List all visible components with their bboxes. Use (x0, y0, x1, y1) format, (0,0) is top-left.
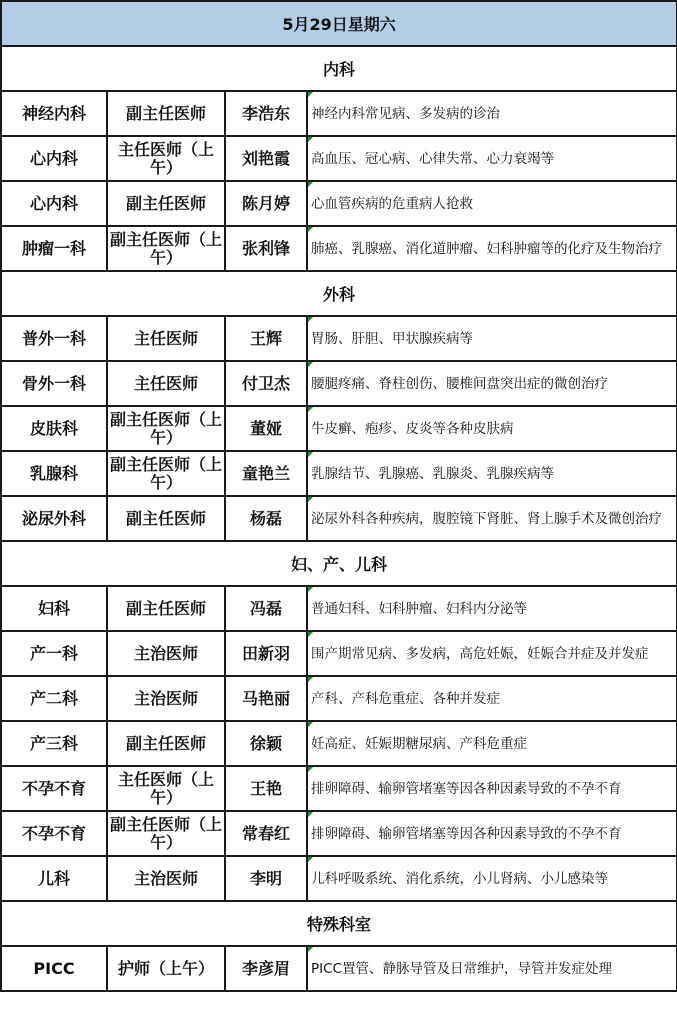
specialty-cell (307, 721, 677, 766)
specialty-cell (307, 226, 677, 271)
specialty-cell (307, 406, 677, 451)
specialty-text: 普通妇科、妇科肿瘤、妇科内分泌等 (311, 600, 527, 617)
table-row (1, 676, 677, 721)
specialty-text: 围产期常见病、多发病，高危妊娠，妊娠合并症及并发症 (311, 645, 649, 662)
cell-comment-marker-icon (308, 182, 313, 187)
doctor-title-cell: 副主任医师 (107, 721, 225, 766)
table-row (1, 226, 677, 271)
doctor-title-cell: 主任医师 (107, 361, 225, 406)
doctor-name-cell: 童艳兰 (225, 451, 307, 496)
table-row (1, 946, 677, 991)
department-cell: PICC (1, 946, 107, 991)
department-cell: 产二科 (1, 676, 107, 721)
department-cell: 肿瘤一科 (1, 226, 107, 271)
doctor-title-cell: 护师（上午） (107, 946, 225, 991)
section-title: 外科 (1, 271, 677, 316)
doctor-title-cell: 副主任医师 (107, 91, 225, 136)
cell-comment-marker-icon (308, 407, 313, 412)
section-title: 特殊科室 (1, 901, 677, 946)
specialty-text: 儿科呼吸系统、消化系统，小儿肾病、小儿感染等 (311, 870, 608, 887)
doctor-title-cell: 副主任医师（上午） (107, 451, 225, 496)
doctor-title-cell: 副主任医师 (107, 181, 225, 226)
specialty-text: 神经内科常见病、多发病的诊治 (311, 105, 500, 122)
table-row (1, 451, 677, 496)
cell-comment-marker-icon (308, 812, 313, 817)
doctor-name-cell: 杨磊 (225, 496, 307, 541)
specialty-text: 排卵障碍、输卵管堵塞等因各种因素导致的不孕不育 (311, 780, 622, 797)
specialty-cell (307, 136, 677, 181)
department-cell: 泌尿外科 (1, 496, 107, 541)
specialty-cell (307, 946, 677, 991)
specialty-text: 排卵障碍、输卵管堵塞等因各种因素导致的不孕不育 (311, 825, 622, 842)
table-row (1, 316, 677, 361)
doctor-title-cell: 主任医师（上午） (107, 136, 225, 181)
doctor-title-cell: 主任医师 (107, 316, 225, 361)
specialty-text: 泌尿外科各种疾病，腹腔镜下肾脏、肾上腺手术及微创治疗 (311, 510, 662, 527)
section-title: 内科 (1, 46, 677, 91)
doctor-title-cell: 主治医师 (107, 631, 225, 676)
cell-comment-marker-icon (308, 317, 313, 322)
doctor-name-cell: 张利锋 (225, 226, 307, 271)
specialty-cell (307, 856, 677, 901)
specialty-cell (307, 676, 677, 721)
doctor-name-cell: 李彦眉 (225, 946, 307, 991)
section-header (1, 271, 677, 316)
page-title: 5月29日星期六 (1, 1, 677, 46)
doctor-name-cell: 李明 (225, 856, 307, 901)
specialty-cell (307, 91, 677, 136)
cell-comment-marker-icon (308, 497, 313, 502)
department-cell: 儿科 (1, 856, 107, 901)
department-cell: 骨外一科 (1, 361, 107, 406)
section-header (1, 46, 677, 91)
department-cell: 心内科 (1, 136, 107, 181)
cell-comment-marker-icon (308, 632, 313, 637)
specialty-cell (307, 496, 677, 541)
cell-comment-marker-icon (308, 587, 313, 592)
doctor-title-cell: 副主任医师 (107, 586, 225, 631)
specialty-cell (307, 451, 677, 496)
cell-comment-marker-icon (308, 857, 313, 862)
cell-comment-marker-icon (308, 227, 313, 232)
section-header (1, 541, 677, 586)
specialty-text: 肺癌、乳腺癌、消化道肿瘤、妇科肿瘤等的化疗及生物治疗 (311, 240, 662, 257)
schedule-body (1, 1, 677, 991)
specialty-text: PICC置管、静脉导管及日常维护，导管并发症处理 (311, 960, 612, 977)
section-header (1, 901, 677, 946)
cell-comment-marker-icon (308, 92, 313, 97)
cell-comment-marker-icon (308, 947, 313, 952)
specialty-text: 乳腺结节、乳腺癌、乳腺炎、乳腺疾病等 (311, 465, 554, 482)
department-cell: 产一科 (1, 631, 107, 676)
department-cell: 神经内科 (1, 91, 107, 136)
doctor-name-cell: 田新羽 (225, 631, 307, 676)
cell-comment-marker-icon (308, 767, 313, 772)
specialty-cell (307, 181, 677, 226)
doctor-name-cell: 王辉 (225, 316, 307, 361)
table-row (1, 631, 677, 676)
specialty-cell (307, 811, 677, 856)
doctor-name-cell: 刘艳霞 (225, 136, 307, 181)
department-cell: 不孕不育 (1, 811, 107, 856)
cell-comment-marker-icon (308, 452, 313, 457)
specialty-cell (307, 631, 677, 676)
specialty-text: 高血压、冠心病、心律失常、心力衰竭等 (311, 150, 554, 167)
cell-comment-marker-icon (308, 362, 313, 367)
specialty-cell (307, 586, 677, 631)
department-cell: 心内科 (1, 181, 107, 226)
doctor-name-cell: 付卫杰 (225, 361, 307, 406)
section-title: 妇、产、儿科 (1, 541, 677, 586)
cell-comment-marker-icon (308, 137, 313, 142)
doctor-name-cell: 陈月婷 (225, 181, 307, 226)
department-cell: 皮肤科 (1, 406, 107, 451)
doctor-title-cell: 副主任医师 (107, 496, 225, 541)
table-row (1, 811, 677, 856)
table-row (1, 766, 677, 811)
department-cell: 乳腺科 (1, 451, 107, 496)
specialty-cell (307, 361, 677, 406)
table-row (1, 136, 677, 181)
specialty-text: 腰腿疼痛、脊柱创伤、腰椎间盘突出症的微创治疗 (311, 375, 608, 392)
doctor-name-cell: 冯磊 (225, 586, 307, 631)
doctor-name-cell: 董娅 (225, 406, 307, 451)
department-cell: 妇科 (1, 586, 107, 631)
doctor-name-cell: 王艳 (225, 766, 307, 811)
table-row (1, 586, 677, 631)
cell-comment-marker-icon (308, 722, 313, 727)
table-row (1, 91, 677, 136)
doctor-name-cell: 马艳丽 (225, 676, 307, 721)
specialty-text: 牛皮癣、疱疹、皮炎等各种皮肤病 (311, 420, 514, 437)
doctor-name-cell: 李浩东 (225, 91, 307, 136)
title-row (1, 1, 677, 46)
table-row (1, 406, 677, 451)
table-row (1, 721, 677, 766)
department-cell: 不孕不育 (1, 766, 107, 811)
doctor-title-cell: 主治医师 (107, 856, 225, 901)
table-row (1, 361, 677, 406)
specialty-cell (307, 316, 677, 361)
department-cell: 普外一科 (1, 316, 107, 361)
specialty-text: 心血管疾病的危重病人抢救 (311, 195, 473, 212)
specialty-text: 产科、产科危重症、各种并发症 (311, 690, 500, 707)
doctor-title-cell: 主治医师 (107, 676, 225, 721)
table-row (1, 496, 677, 541)
specialty-text: 妊高症、妊娠期糖尿病、产科危重症 (311, 735, 527, 752)
specialty-text: 胃肠、肝胆、甲状腺疾病等 (311, 330, 473, 347)
doctor-title-cell: 副主任医师（上午） (107, 226, 225, 271)
table-row (1, 181, 677, 226)
doctor-name-cell: 常春红 (225, 811, 307, 856)
department-cell: 产三科 (1, 721, 107, 766)
cell-comment-marker-icon (308, 677, 313, 682)
doctor-name-cell: 徐颖 (225, 721, 307, 766)
doctor-title-cell: 副主任医师（上午） (107, 811, 225, 856)
doctor-title-cell: 主任医师（上午） (107, 766, 225, 811)
table-row (1, 856, 677, 901)
doctor-title-cell: 副主任医师（上午） (107, 406, 225, 451)
specialty-cell (307, 766, 677, 811)
